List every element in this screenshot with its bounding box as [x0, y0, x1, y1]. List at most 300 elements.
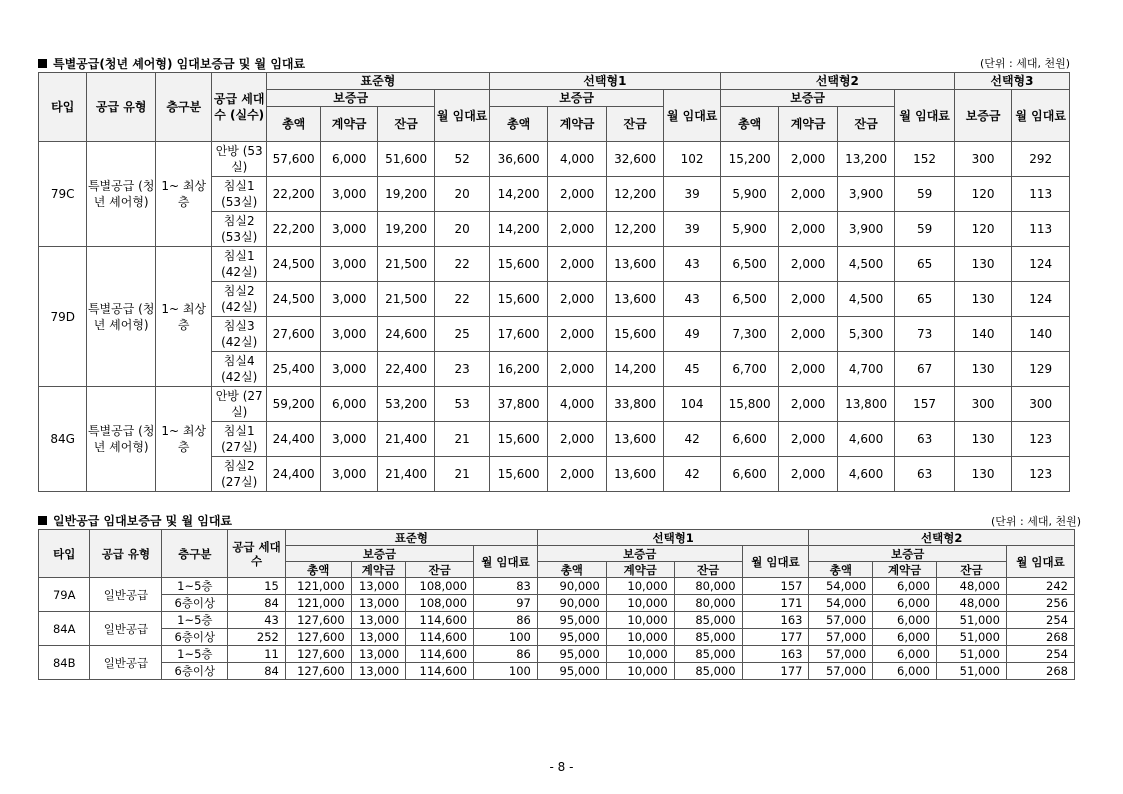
value-cell: 51,600	[377, 142, 434, 177]
value-cell: 80,000	[674, 578, 742, 595]
value-cell: 43	[664, 247, 721, 282]
g-header-option1-deposit: 보증금	[537, 546, 742, 562]
floor-cell: 1~5층	[162, 612, 228, 629]
g-header-option2-rent: 월 임대료	[1006, 546, 1074, 578]
value-cell: 6,000	[873, 629, 937, 646]
value-cell: 10,000	[606, 595, 674, 612]
value-cell: 2,000	[548, 282, 607, 317]
value-cell: 43	[664, 282, 721, 317]
value-cell: 6,000	[873, 578, 937, 595]
value-cell: 2,000	[779, 282, 838, 317]
value-cell: 127,600	[285, 646, 351, 663]
header-option2-balance: 잔금	[837, 107, 894, 142]
value-cell: 13,000	[351, 612, 406, 629]
g-header-standard-rent: 월 임대료	[474, 546, 538, 578]
header-option2-rent: 월 임대료	[895, 90, 955, 142]
section2-title: 일반공급 임대보증금 및 월 임대료	[38, 512, 232, 529]
value-cell: 45	[664, 352, 721, 387]
header-option1-deposit: 보증금	[489, 90, 663, 107]
value-cell: 20	[435, 212, 490, 247]
value-cell: 20	[435, 177, 490, 212]
header-option3: 선택형3	[954, 73, 1069, 90]
g-header-standard: 표준형	[285, 530, 537, 546]
value-cell: 127,600	[285, 612, 351, 629]
value-cell: 3,000	[321, 352, 377, 387]
table-row	[39, 595, 1075, 612]
value-cell: 177	[742, 629, 809, 646]
value-cell: 86	[474, 612, 538, 629]
value-cell: 90,000	[537, 595, 606, 612]
table-row	[39, 142, 1070, 177]
g-header-floor: 층구분	[162, 530, 228, 578]
value-cell: 2,000	[779, 177, 838, 212]
value-cell: 57,000	[809, 663, 873, 680]
section1-unit: (단위 : 세대, 천원)	[979, 57, 1070, 70]
value-cell: 130	[954, 422, 1011, 457]
value-cell: 13,600	[606, 282, 663, 317]
value-cell: 39	[664, 212, 721, 247]
header-standard-balance: 잔금	[377, 107, 434, 142]
value-cell: 6,000	[873, 663, 937, 680]
value-cell: 2,000	[548, 422, 607, 457]
value-cell: 10,000	[606, 578, 674, 595]
value-cell: 2,000	[779, 142, 838, 177]
value-cell: 15,600	[606, 317, 663, 352]
table-row	[39, 612, 1075, 629]
value-cell: 17,600	[489, 317, 548, 352]
value-cell: 85,000	[674, 663, 742, 680]
value-cell: 10,000	[606, 663, 674, 680]
value-cell: 63	[895, 457, 955, 492]
value-cell: 121,000	[285, 595, 351, 612]
value-cell: 12,200	[606, 177, 663, 212]
value-cell: 113	[1012, 177, 1070, 212]
value-cell: 21,400	[377, 457, 434, 492]
value-cell: 27,600	[266, 317, 320, 352]
value-cell: 4,000	[548, 142, 607, 177]
value-cell: 256	[1006, 595, 1074, 612]
value-cell: 25	[435, 317, 490, 352]
value-cell: 13,200	[837, 142, 894, 177]
floor-cell: 1~ 최상층	[155, 142, 211, 247]
header-option2: 선택형2	[720, 73, 954, 90]
value-cell: 3,000	[321, 422, 377, 457]
value-cell: 104	[664, 387, 721, 422]
value-cell: 6,600	[720, 457, 779, 492]
value-cell: 57,000	[809, 646, 873, 663]
general-supply-table-body	[39, 578, 1075, 680]
value-cell: 2,000	[779, 352, 838, 387]
value-cell: 23	[435, 352, 490, 387]
value-cell: 6,000	[873, 646, 937, 663]
value-cell: 123	[1012, 457, 1070, 492]
header-option3-deposit: 보증금	[954, 90, 1011, 142]
table-row	[39, 578, 1075, 595]
value-cell: 10,000	[606, 646, 674, 663]
value-cell: 97	[474, 595, 538, 612]
value-cell: 127,600	[285, 629, 351, 646]
value-cell: 15,600	[489, 422, 548, 457]
value-cell: 59	[895, 177, 955, 212]
header-units: 공급 세대수 (실수)	[212, 73, 266, 142]
value-cell: 19,200	[377, 177, 434, 212]
header-option1-contract: 계약금	[548, 107, 607, 142]
value-cell: 268	[1006, 629, 1074, 646]
header-option2-deposit: 보증금	[720, 90, 894, 107]
value-cell: 24,500	[266, 282, 320, 317]
square-bullet-icon	[38, 516, 47, 525]
value-cell: 80,000	[674, 595, 742, 612]
supply-type-cell: 특별공급 (청년 셰어형)	[87, 247, 156, 387]
value-cell: 13,600	[606, 422, 663, 457]
g-header-standard-total: 총액	[285, 562, 351, 578]
section1-title: 특별공급(청년 셰어형) 임대보증금 및 월 임대료	[38, 55, 305, 72]
value-cell: 130	[954, 282, 1011, 317]
units-cell: 252	[228, 629, 286, 646]
value-cell: 48,000	[936, 578, 1006, 595]
value-cell: 3,000	[321, 457, 377, 492]
g-header-option1-rent: 월 임대료	[742, 546, 809, 578]
value-cell: 3,000	[321, 212, 377, 247]
value-cell: 53	[435, 387, 490, 422]
value-cell: 52	[435, 142, 490, 177]
g-header-option1-balance: 잔금	[674, 562, 742, 578]
page-number: - 8 -	[549, 760, 574, 774]
table-row	[39, 387, 1070, 422]
value-cell: 2,000	[779, 247, 838, 282]
room-units-cell: 안방 (27실)	[212, 387, 266, 422]
value-cell: 242	[1006, 578, 1074, 595]
room-units-cell: 침실3 (42실)	[212, 317, 266, 352]
floor-cell: 1~5층	[162, 578, 228, 595]
value-cell: 57,000	[809, 629, 873, 646]
value-cell: 140	[954, 317, 1011, 352]
value-cell: 5,900	[720, 177, 779, 212]
value-cell: 51,000	[936, 663, 1006, 680]
room-units-cell: 침실1 (42실)	[212, 247, 266, 282]
value-cell: 5,300	[837, 317, 894, 352]
value-cell: 24,600	[377, 317, 434, 352]
value-cell: 13,000	[351, 646, 406, 663]
value-cell: 24,400	[266, 457, 320, 492]
type-cell: 84B	[39, 646, 90, 680]
square-bullet-icon	[38, 59, 47, 68]
value-cell: 130	[954, 352, 1011, 387]
value-cell: 4,600	[837, 457, 894, 492]
value-cell: 127,600	[285, 663, 351, 680]
supply-type-cell: 일반공급	[90, 612, 162, 646]
value-cell: 2,000	[548, 317, 607, 352]
value-cell: 14,200	[489, 212, 548, 247]
value-cell: 57,600	[266, 142, 320, 177]
g-header-option2-deposit: 보증금	[809, 546, 1006, 562]
header-option2-contract: 계약금	[779, 107, 838, 142]
value-cell: 15,600	[489, 282, 548, 317]
value-cell: 59	[895, 212, 955, 247]
value-cell: 85,000	[674, 612, 742, 629]
value-cell: 95,000	[537, 663, 606, 680]
value-cell: 300	[1012, 387, 1070, 422]
value-cell: 51,000	[936, 612, 1006, 629]
value-cell: 129	[1012, 352, 1070, 387]
value-cell: 21,500	[377, 247, 434, 282]
g-header-option2-balance: 잔금	[936, 562, 1006, 578]
value-cell: 14,200	[489, 177, 548, 212]
value-cell: 2,000	[779, 457, 838, 492]
room-units-cell: 침실1 (53실)	[212, 177, 266, 212]
value-cell: 2,000	[779, 422, 838, 457]
value-cell: 2,000	[548, 247, 607, 282]
special-supply-table	[38, 72, 1070, 492]
header-standard: 표준형	[266, 73, 489, 90]
g-header-option1: 선택형1	[537, 530, 809, 546]
header-option1-rent: 월 임대료	[664, 90, 721, 142]
value-cell: 95,000	[537, 646, 606, 663]
value-cell: 48,000	[936, 595, 1006, 612]
value-cell: 39	[664, 177, 721, 212]
room-units-cell: 침실2 (27실)	[212, 457, 266, 492]
supply-type-cell: 특별공급 (청년 셰어형)	[87, 142, 156, 247]
value-cell: 25,400	[266, 352, 320, 387]
value-cell: 42	[664, 457, 721, 492]
value-cell: 140	[1012, 317, 1070, 352]
value-cell: 113	[1012, 212, 1070, 247]
value-cell: 152	[895, 142, 955, 177]
units-cell: 84	[228, 663, 286, 680]
g-header-standard-deposit: 보증금	[285, 546, 473, 562]
value-cell: 19,200	[377, 212, 434, 247]
g-header-standard-contract: 계약금	[351, 562, 406, 578]
value-cell: 2,000	[548, 177, 607, 212]
value-cell: 2,000	[548, 457, 607, 492]
value-cell: 6,500	[720, 247, 779, 282]
value-cell: 49	[664, 317, 721, 352]
value-cell: 51,000	[936, 646, 1006, 663]
value-cell: 6,500	[720, 282, 779, 317]
room-units-cell: 안방 (53실)	[212, 142, 266, 177]
value-cell: 2,000	[779, 387, 838, 422]
value-cell: 114,600	[406, 663, 474, 680]
room-units-cell: 침실2 (42실)	[212, 282, 266, 317]
value-cell: 65	[895, 247, 955, 282]
type-cell: 79A	[39, 578, 90, 612]
value-cell: 22	[435, 247, 490, 282]
type-cell: 84G	[39, 387, 87, 492]
value-cell: 85,000	[674, 629, 742, 646]
value-cell: 15,200	[720, 142, 779, 177]
g-header-units: 공급 세대수	[228, 530, 286, 578]
value-cell: 15,800	[720, 387, 779, 422]
floor-cell: 6층이상	[162, 629, 228, 646]
value-cell: 21	[435, 422, 490, 457]
g-header-option2: 선택형2	[809, 530, 1075, 546]
table-row	[39, 646, 1075, 663]
value-cell: 95,000	[537, 612, 606, 629]
value-cell: 6,000	[873, 612, 937, 629]
value-cell: 54,000	[809, 578, 873, 595]
value-cell: 114,600	[406, 612, 474, 629]
value-cell: 12,200	[606, 212, 663, 247]
value-cell: 254	[1006, 646, 1074, 663]
value-cell: 163	[742, 612, 809, 629]
value-cell: 21	[435, 457, 490, 492]
value-cell: 130	[954, 457, 1011, 492]
value-cell: 130	[954, 247, 1011, 282]
value-cell: 114,600	[406, 629, 474, 646]
value-cell: 108,000	[406, 578, 474, 595]
value-cell: 2,000	[548, 352, 607, 387]
header-option2-total: 총액	[720, 107, 779, 142]
value-cell: 24,400	[266, 422, 320, 457]
header-option1-total: 총액	[489, 107, 548, 142]
value-cell: 2,000	[779, 317, 838, 352]
general-supply-table	[38, 529, 1075, 680]
value-cell: 3,000	[321, 317, 377, 352]
value-cell: 171	[742, 595, 809, 612]
value-cell: 13,000	[351, 578, 406, 595]
value-cell: 4,500	[837, 247, 894, 282]
value-cell: 120	[954, 177, 1011, 212]
value-cell: 4,500	[837, 282, 894, 317]
value-cell: 37,800	[489, 387, 548, 422]
header-supply-type: 공급 유형	[87, 73, 156, 142]
supply-type-cell: 일반공급	[90, 646, 162, 680]
value-cell: 42	[664, 422, 721, 457]
value-cell: 21,400	[377, 422, 434, 457]
value-cell: 254	[1006, 612, 1074, 629]
value-cell: 13,600	[606, 457, 663, 492]
value-cell: 22,400	[377, 352, 434, 387]
value-cell: 123	[1012, 422, 1070, 457]
value-cell: 24,500	[266, 247, 320, 282]
table-row	[39, 663, 1075, 680]
value-cell: 57,000	[809, 612, 873, 629]
value-cell: 16,200	[489, 352, 548, 387]
value-cell: 10,000	[606, 629, 674, 646]
header-standard-rent: 월 임대료	[435, 90, 490, 142]
supply-type-cell: 특별공급 (청년 셰어형)	[87, 387, 156, 492]
value-cell: 10,000	[606, 612, 674, 629]
value-cell: 21,500	[377, 282, 434, 317]
value-cell: 4,000	[548, 387, 607, 422]
value-cell: 6,000	[873, 595, 937, 612]
type-cell: 84A	[39, 612, 90, 646]
value-cell: 95,000	[537, 629, 606, 646]
value-cell: 3,000	[321, 282, 377, 317]
header-standard-contract: 계약금	[321, 107, 377, 142]
g-header-supply-type: 공급 유형	[90, 530, 162, 578]
supply-type-cell: 일반공급	[90, 578, 162, 612]
value-cell: 13,600	[606, 247, 663, 282]
value-cell: 54,000	[809, 595, 873, 612]
table-row	[39, 629, 1075, 646]
value-cell: 4,700	[837, 352, 894, 387]
value-cell: 300	[954, 387, 1011, 422]
g-header-option2-contract: 계약금	[873, 562, 937, 578]
units-cell: 84	[228, 595, 286, 612]
value-cell: 157	[895, 387, 955, 422]
value-cell: 3,000	[321, 247, 377, 282]
value-cell: 268	[1006, 663, 1074, 680]
header-option3-rent: 월 임대료	[1012, 90, 1070, 142]
g-header-type: 타입	[39, 530, 90, 578]
g-header-option1-contract: 계약금	[606, 562, 674, 578]
value-cell: 120	[954, 212, 1011, 247]
value-cell: 292	[1012, 142, 1070, 177]
value-cell: 121,000	[285, 578, 351, 595]
special-supply-table-body	[39, 142, 1070, 492]
value-cell: 157	[742, 578, 809, 595]
value-cell: 22,200	[266, 212, 320, 247]
value-cell: 2,000	[548, 212, 607, 247]
floor-cell: 1~ 최상층	[155, 247, 211, 387]
value-cell: 114,600	[406, 646, 474, 663]
value-cell: 53,200	[377, 387, 434, 422]
type-cell: 79C	[39, 142, 87, 247]
value-cell: 6,600	[720, 422, 779, 457]
value-cell: 100	[474, 629, 538, 646]
floor-cell: 1~ 최상층	[155, 387, 211, 492]
room-units-cell: 침실1 (27실)	[212, 422, 266, 457]
value-cell: 108,000	[406, 595, 474, 612]
floor-cell: 1~5층	[162, 646, 228, 663]
value-cell: 36,600	[489, 142, 548, 177]
g-header-option1-total: 총액	[537, 562, 606, 578]
value-cell: 13,000	[351, 663, 406, 680]
floor-cell: 6층이상	[162, 663, 228, 680]
value-cell: 4,600	[837, 422, 894, 457]
floor-cell: 6층이상	[162, 595, 228, 612]
value-cell: 102	[664, 142, 721, 177]
value-cell: 83	[474, 578, 538, 595]
value-cell: 59,200	[266, 387, 320, 422]
units-cell: 11	[228, 646, 286, 663]
value-cell: 67	[895, 352, 955, 387]
value-cell: 3,900	[837, 177, 894, 212]
value-cell: 63	[895, 422, 955, 457]
value-cell: 163	[742, 646, 809, 663]
value-cell: 15,600	[489, 457, 548, 492]
value-cell: 32,600	[606, 142, 663, 177]
value-cell: 177	[742, 663, 809, 680]
value-cell: 65	[895, 282, 955, 317]
value-cell: 85,000	[674, 646, 742, 663]
header-standard-deposit: 보증금	[266, 90, 434, 107]
value-cell: 300	[954, 142, 1011, 177]
value-cell: 22,200	[266, 177, 320, 212]
value-cell: 73	[895, 317, 955, 352]
units-cell: 15	[228, 578, 286, 595]
header-standard-total: 총액	[266, 107, 320, 142]
value-cell: 5,900	[720, 212, 779, 247]
header-option1-balance: 잔금	[606, 107, 663, 142]
value-cell: 33,800	[606, 387, 663, 422]
value-cell: 3,000	[321, 177, 377, 212]
value-cell: 15,600	[489, 247, 548, 282]
type-cell: 79D	[39, 247, 87, 387]
header-type: 타입	[39, 73, 87, 142]
value-cell: 86	[474, 646, 538, 663]
value-cell: 100	[474, 663, 538, 680]
table-row	[39, 247, 1070, 282]
value-cell: 7,300	[720, 317, 779, 352]
value-cell: 124	[1012, 247, 1070, 282]
room-units-cell: 침실4 (42실)	[212, 352, 266, 387]
value-cell: 13,800	[837, 387, 894, 422]
value-cell: 6,000	[321, 387, 377, 422]
g-header-option2-total: 총액	[809, 562, 873, 578]
value-cell: 3,900	[837, 212, 894, 247]
